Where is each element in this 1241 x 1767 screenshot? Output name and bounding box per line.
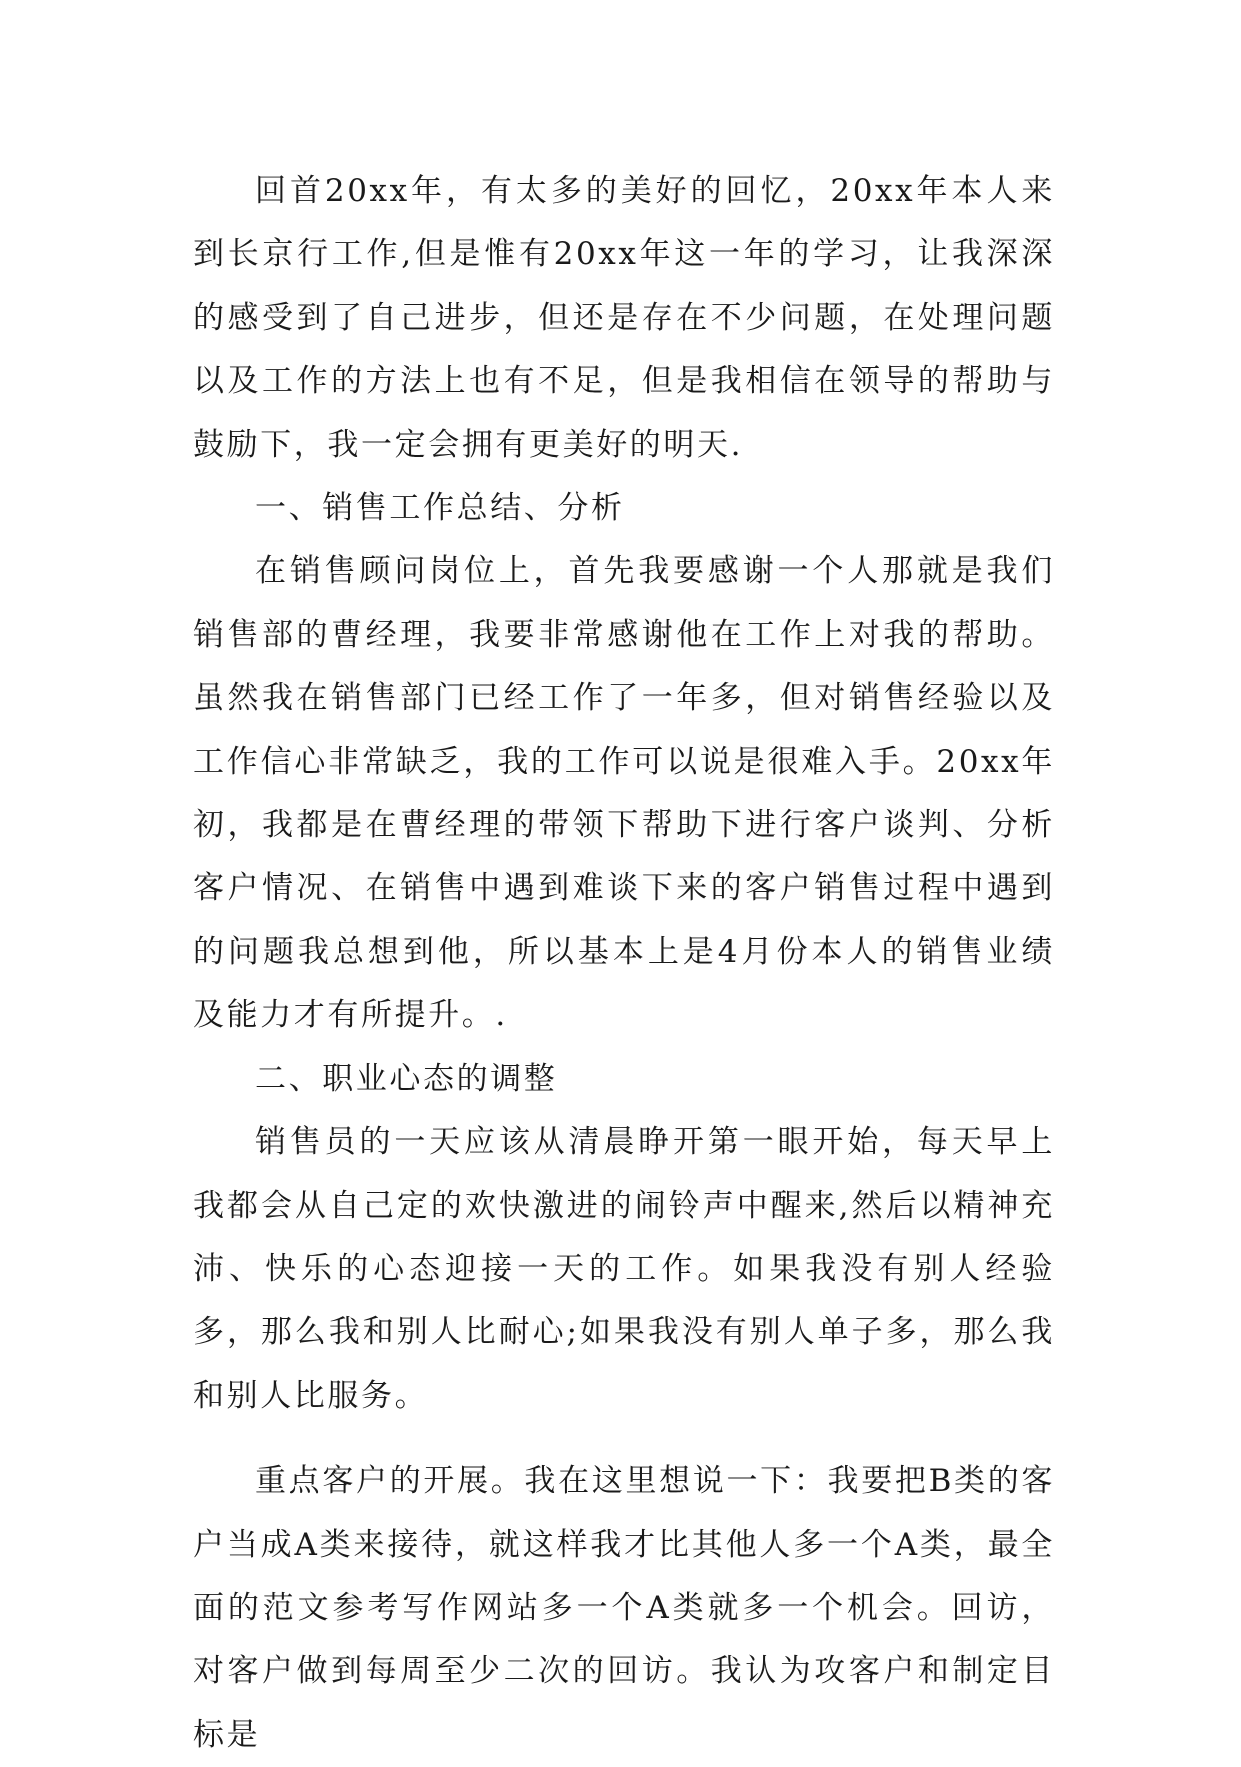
key-clients-paragraph: 重点客户的开展。我在这里想说一下：我要把B类的客户当成A类来接待，就这样我才比其他人多一个A类，最全面的范文参考写作网站多一个A类就多一个机会。回访，对客户做到每周至少二次的回访。我认为攻客户和制定目标是 — [193, 1463, 1055, 1753]
document-body — [193, 160, 1055, 1767]
mindset-paragraph: 销售员的一天应该从清晨睁开第一眼开始，每天早上我都会从自己定的欢快激进的闹铃声中醒来,然后以精神充沛、快乐的心态迎接一天的工作。如果我没有别人经验多，那么我和别人比耐心;如果我没有别人单子多，那么我和别人比服务。 — [193, 1124, 1055, 1414]
section-heading-mindset: 二、职业心态的调整 — [255, 1060, 558, 1097]
section-heading-sales-summary: 一、销售工作总结、分析 — [255, 490, 625, 527]
sales-summary-paragraph: 在销售顾问岗位上，首先我要感谢一个人那就是我们销售部的曹经理，我要非常感谢他在工作上对我的帮助。虽然我在销售部门已经工作了一年多，但对销售经验以及工作信心非常缺乏，我的工作可以说是很难入手。20xx年初，我都是在曹经理的带领下帮助下进行客户谈判、分析客户情况、在销售中遇到难谈下来的客户销售过程中遇到的问题我总想到他，所以基本上是4月份本人的销售业绩及能力才有所提升。. — [193, 553, 1055, 1034]
intro-paragraph: 回首20xx年，有太多的美好的回忆，20xx年本人来到长京行工作,但是惟有20xx年这一年的学习，让我深深的感受到了自己进步，但还是存在不少问题，在处理问题以及工作的方法上也有不足，但是我相信在领导的帮助与鼓励下，我一定会拥有更美好的明天. — [193, 173, 1055, 463]
